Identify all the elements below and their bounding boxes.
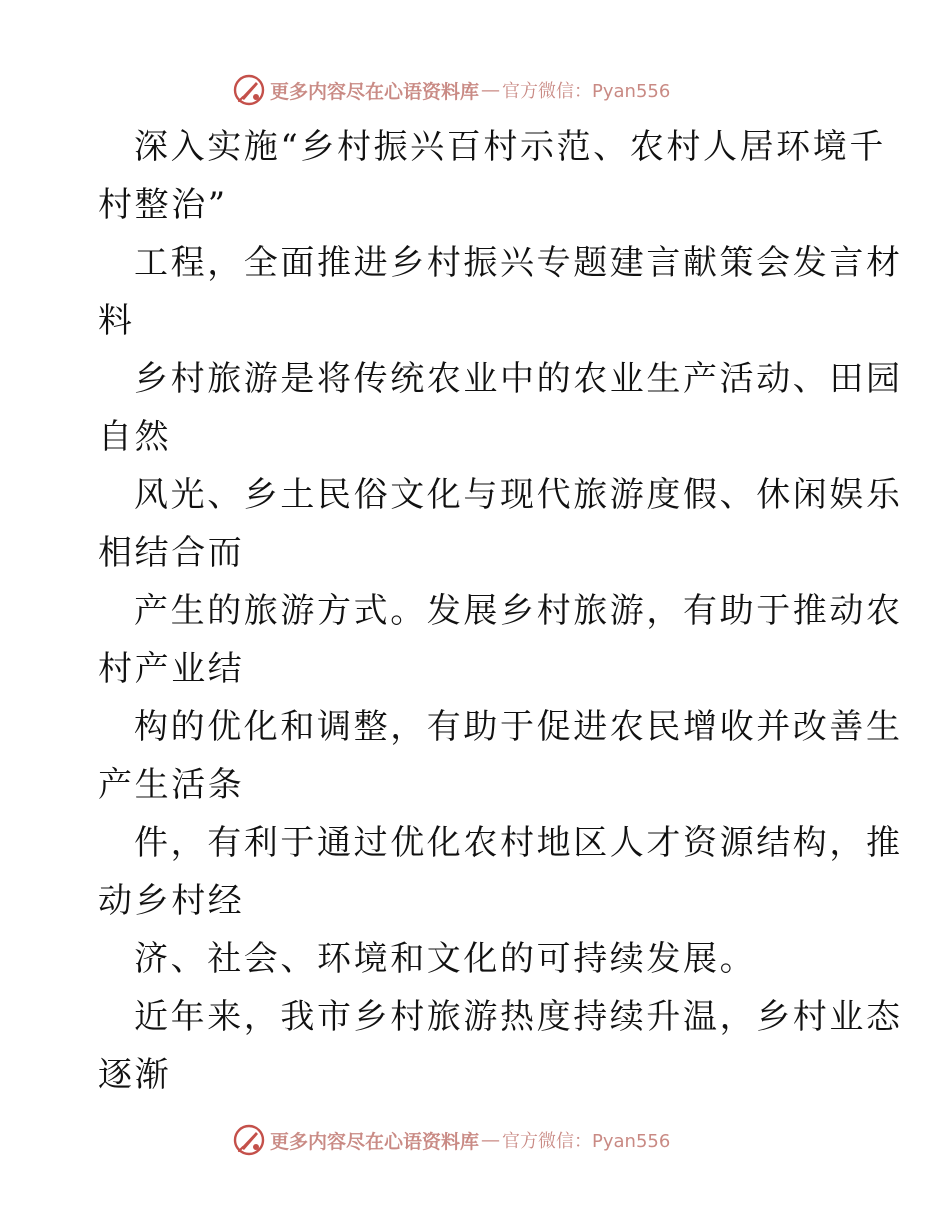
- text-line: 乡村旅游是将传统农业中的农业生产活动、田园: [134, 359, 903, 399]
- header-watermark: [232, 70, 752, 110]
- quill-pen-logo-icon: [232, 73, 266, 107]
- watermark-contact: 官方微信：Pyan556: [502, 81, 671, 102]
- quill-pen-logo-icon: [232, 1123, 266, 1157]
- text-line: 件，有利于通过优化农村地区人才资源结构，推: [134, 823, 903, 863]
- text-line: 料: [98, 301, 135, 341]
- text-line: 产生活条: [98, 765, 245, 805]
- watermark-contact: 官方微信：Pyan556: [502, 1131, 671, 1152]
- text-line: 近年来，我市乡村旅游热度持续升温，乡村业态: [134, 997, 903, 1037]
- watermark-dash: —: [481, 1129, 501, 1151]
- text-line: 工程，全面推进乡村振兴专题建言献策会发言材: [134, 243, 903, 283]
- text-line: 自然: [98, 417, 172, 457]
- text-line: 村整治”: [98, 185, 228, 225]
- text-line: 村产业结: [98, 649, 245, 689]
- text-line: 逐渐: [98, 1055, 172, 1095]
- text-line: 产生的旅游方式。发展乡村旅游，有助于推动农: [134, 591, 903, 631]
- text-line: 相结合而: [98, 533, 245, 573]
- text-line: 风光、乡土民俗文化与现代旅游度假、休闲娱乐: [134, 475, 903, 515]
- text-line: 动乡村经: [98, 881, 245, 921]
- text-line: 构的优化和调整，有助于促进农民增收并改善生: [134, 707, 903, 747]
- text-line: 济、社会、环境和文化的可持续发展。: [134, 939, 757, 979]
- document-body: [98, 118, 903, 1104]
- watermark-brand: 更多内容尽在心语资料库: [270, 80, 480, 103]
- watermark-dash: —: [481, 79, 501, 101]
- text-line: 深入实施“乡村振兴百村示范、农村人居环境千: [134, 127, 886, 167]
- watermark-brand: 更多内容尽在心语资料库: [270, 1130, 480, 1153]
- footer-watermark: [232, 1120, 752, 1160]
